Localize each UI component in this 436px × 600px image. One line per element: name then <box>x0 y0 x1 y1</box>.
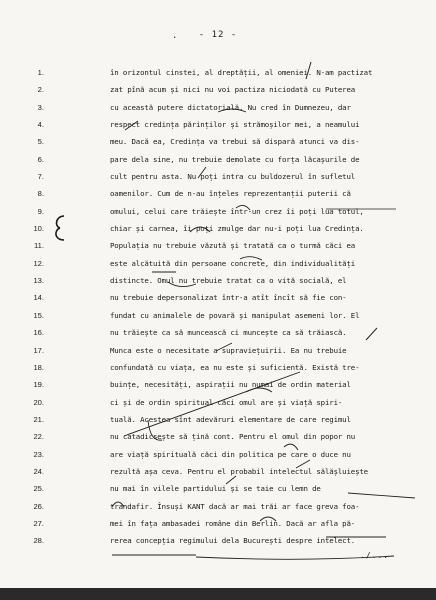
line-number: 4. <box>37 120 44 130</box>
text-line: pare dela sine, nu trebuie demolate cu forța lăcașurile de <box>110 154 360 164</box>
line-number: 11. <box>34 241 44 251</box>
line-number: 23. <box>33 449 44 459</box>
line-number: 28. <box>33 536 44 546</box>
text-line: tuală. Acestea sînt adevăruri elementare de care regimul <box>110 414 351 424</box>
text-line: cu această putere dictatorială. Nu cred în Dumnezeu, dar <box>110 102 351 112</box>
text-line: zat pînă acum și nici nu voi pactiza niciodată cu Puterea <box>110 85 356 95</box>
line-number: 19. <box>33 380 44 390</box>
line-number: 12. <box>33 258 44 268</box>
text-line: distincte. Omul nu trebuie tratat ca o vită socială, el <box>110 276 347 286</box>
text-line: Populația nu trebuie văzută și tratată ca o turmă căci ea <box>110 241 356 251</box>
line-number: 2. <box>37 85 44 95</box>
text-line: cult pentru asta. Nu poți intra cu buldozerul în sufletul <box>110 172 356 182</box>
line-number: 6. <box>37 154 44 164</box>
text-line: fundat cu animalele de povară și manipulat asemeni lor. El <box>110 310 360 320</box>
line-number: 26. <box>33 501 44 511</box>
line-number: 1. <box>37 68 44 77</box>
line-number: 24. <box>33 466 44 476</box>
handwritten-margin-mark <box>50 210 70 250</box>
line-number: 17. <box>33 345 44 355</box>
page-dot-mark: . <box>172 31 178 41</box>
text-line: rezultă așa ceva. Pentru el probabil intelectul sălășluiește <box>110 466 368 476</box>
text-line: nu mai în vilele partidului și se taie cu lemn de <box>110 484 321 494</box>
text-line: nu catadicsește să țină cont. Pentru el omul din popor nu <box>110 432 356 442</box>
line-number: 7. <box>37 172 44 182</box>
line-number: 13. <box>33 276 44 286</box>
line-number: 20. <box>33 397 44 407</box>
text-line: meu. Dacă ea, Credința va trebui să dispară atunci va dis- <box>110 137 360 147</box>
text-line: respect credința părinților și strămoșilor mei, a neamului <box>110 120 360 130</box>
text-line: în orizontul cinstei, al dreptății, al omeniei. N-am pactizat <box>110 68 373 77</box>
line-number: 18. <box>33 362 44 372</box>
text-line: nu trăiește ca să muncească ci muncește ca să trăiască. <box>110 328 347 338</box>
line-number-column <box>14 64 44 550</box>
line-number: 16. <box>33 328 44 338</box>
text-line: are viață spirituală căci din politica pe care o duce nu <box>110 449 351 459</box>
line-number: 25. <box>33 484 44 494</box>
continuation-mark: ./... <box>360 551 390 560</box>
text-line: confundată cu viața, ea nu este și suficientă. Există tre- <box>110 362 360 372</box>
line-number: 8. <box>37 189 44 199</box>
line-number: 5. <box>37 137 44 147</box>
text-line: este alcătuită din persoane concrete, din individualități <box>110 258 356 268</box>
text-line: buințe, necesități, aspirații nu numai de ordin material <box>110 380 351 390</box>
page-number: - 12 - <box>198 30 238 40</box>
line-number: 15. <box>33 310 44 320</box>
text-line: omului, celui care trăiește într-un crez îi poți lua totul, <box>110 206 364 216</box>
typed-body-text <box>110 64 415 550</box>
text-line: chiar și carnea, îi poți zmulge dar nu-i poți lua Credința. <box>110 224 364 234</box>
text-line: ci și de ordin spiritual căci omul are și viață spiri- <box>110 397 343 407</box>
line-number: 14. <box>33 293 44 303</box>
line-number: 3. <box>37 102 44 112</box>
text-line: mei în fața ambasadei române din Berlin. Dacă ar afla pă- <box>110 518 356 528</box>
line-number: 22. <box>33 432 44 442</box>
line-number: 27. <box>33 518 44 528</box>
text-line: trandafir. Însuși KANT dacă ar mai trăi ar face greva foa- <box>110 501 360 511</box>
text-line: rerea concepția regimului dela București despre intelect. <box>110 536 356 546</box>
text-line: Munca este o necesitate a supraviețuirii. Ea nu trebuie <box>110 345 347 355</box>
line-number: 21. <box>33 414 44 424</box>
scan-bottom-edge <box>0 588 436 600</box>
line-number: 10. <box>33 224 44 234</box>
text-line: oamenilor. Cum de n-au înțeles reprezentanții puterii că <box>110 189 351 199</box>
line-number: 9. <box>37 206 44 216</box>
text-line: nu trebuie depersonalizat într-a atît încît să fie con- <box>110 293 347 303</box>
